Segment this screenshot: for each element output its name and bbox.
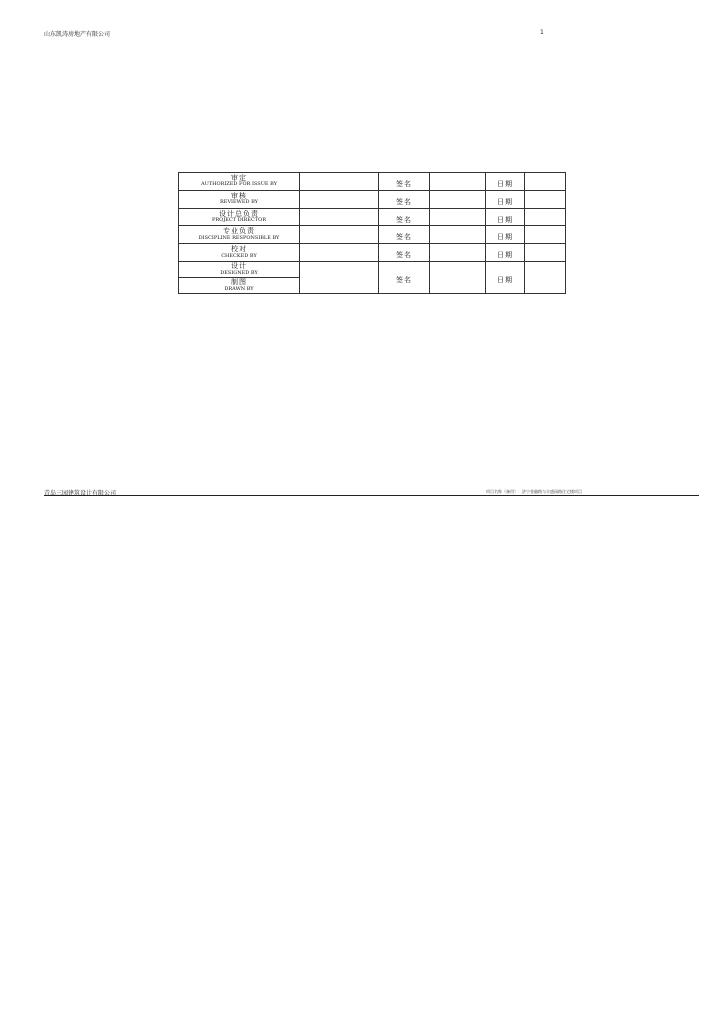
- date-label: 日期: [497, 233, 513, 242]
- signature-field[interactable]: [300, 244, 379, 262]
- role-en: REVIEWED BY: [220, 199, 258, 206]
- role-cn: 校对: [231, 245, 247, 254]
- table-row: [179, 244, 566, 262]
- table-row: [179, 173, 566, 191]
- date-field[interactable]: [525, 173, 566, 191]
- sign-label: 签名: [396, 233, 412, 242]
- date-label: 日期: [497, 197, 513, 206]
- signature-field[interactable]: [300, 261, 379, 293]
- role-en: CHECKED BY: [221, 252, 257, 259]
- role-cell: [179, 277, 300, 293]
- role-en: AUTHORIZED FOR ISSUE BY: [200, 181, 278, 188]
- role-cn: 审核: [231, 191, 247, 200]
- signoff-table: [178, 172, 566, 294]
- table-row: [179, 261, 566, 277]
- date-field[interactable]: [525, 261, 566, 293]
- footer-divider: [44, 495, 699, 496]
- role-cell: [179, 226, 300, 244]
- signature-value[interactable]: [430, 173, 486, 191]
- role-en: DESIGNED BY: [220, 269, 258, 276]
- role-cell: [179, 244, 300, 262]
- date-field[interactable]: [525, 226, 566, 244]
- table-row: [179, 226, 566, 244]
- signature-field[interactable]: [300, 173, 379, 191]
- sign-label: 签名: [396, 197, 412, 206]
- role-en: PROJECT DIRECTOR: [211, 217, 267, 224]
- signature-value[interactable]: [430, 244, 486, 262]
- role-cn: 设计总负责: [219, 209, 259, 218]
- date-label: 日期: [497, 276, 513, 285]
- sign-label: 签名: [396, 180, 412, 188]
- signature-field[interactable]: [300, 208, 379, 226]
- table-row: [179, 190, 566, 208]
- role-cell: [179, 208, 300, 226]
- role-cn: 审定: [231, 174, 247, 183]
- sign-label: 签名: [396, 251, 412, 260]
- footer-project: 项目名称（备用）：济宁金融路与丰盛园路住宅楼项目: [486, 489, 582, 494]
- date-field[interactable]: [525, 244, 566, 262]
- date-field[interactable]: [525, 190, 566, 208]
- signature-field[interactable]: [300, 226, 379, 244]
- signature-value[interactable]: [430, 208, 486, 226]
- role-cn: 设计: [231, 262, 247, 271]
- footer-company: 青岛三园建筑设计有限公司: [44, 490, 117, 497]
- sign-label: 签名: [396, 215, 412, 224]
- role-cell: [179, 190, 300, 208]
- page-number: 1: [540, 29, 544, 36]
- role-en: DRAWN BY: [224, 285, 254, 292]
- signature-value[interactable]: [430, 261, 486, 293]
- header-company: 山东凯涛房地产有限公司: [44, 31, 111, 38]
- role-cell: [179, 173, 300, 191]
- table-row: [179, 208, 566, 226]
- role-cell: [179, 261, 300, 277]
- role-cn: 专业负责: [223, 227, 255, 236]
- role-cn: 制图: [231, 278, 247, 287]
- signature-value[interactable]: [430, 226, 486, 244]
- sign-label: 签名: [396, 276, 412, 285]
- role-en: DISCIPLINE RESPONSIBLE BY: [198, 234, 280, 241]
- date-label: 日期: [497, 215, 513, 224]
- date-label: 日期: [497, 180, 513, 188]
- date-label: 日期: [497, 251, 513, 260]
- date-field[interactable]: [525, 208, 566, 226]
- signature-field[interactable]: [300, 190, 379, 208]
- signature-value[interactable]: [430, 190, 486, 208]
